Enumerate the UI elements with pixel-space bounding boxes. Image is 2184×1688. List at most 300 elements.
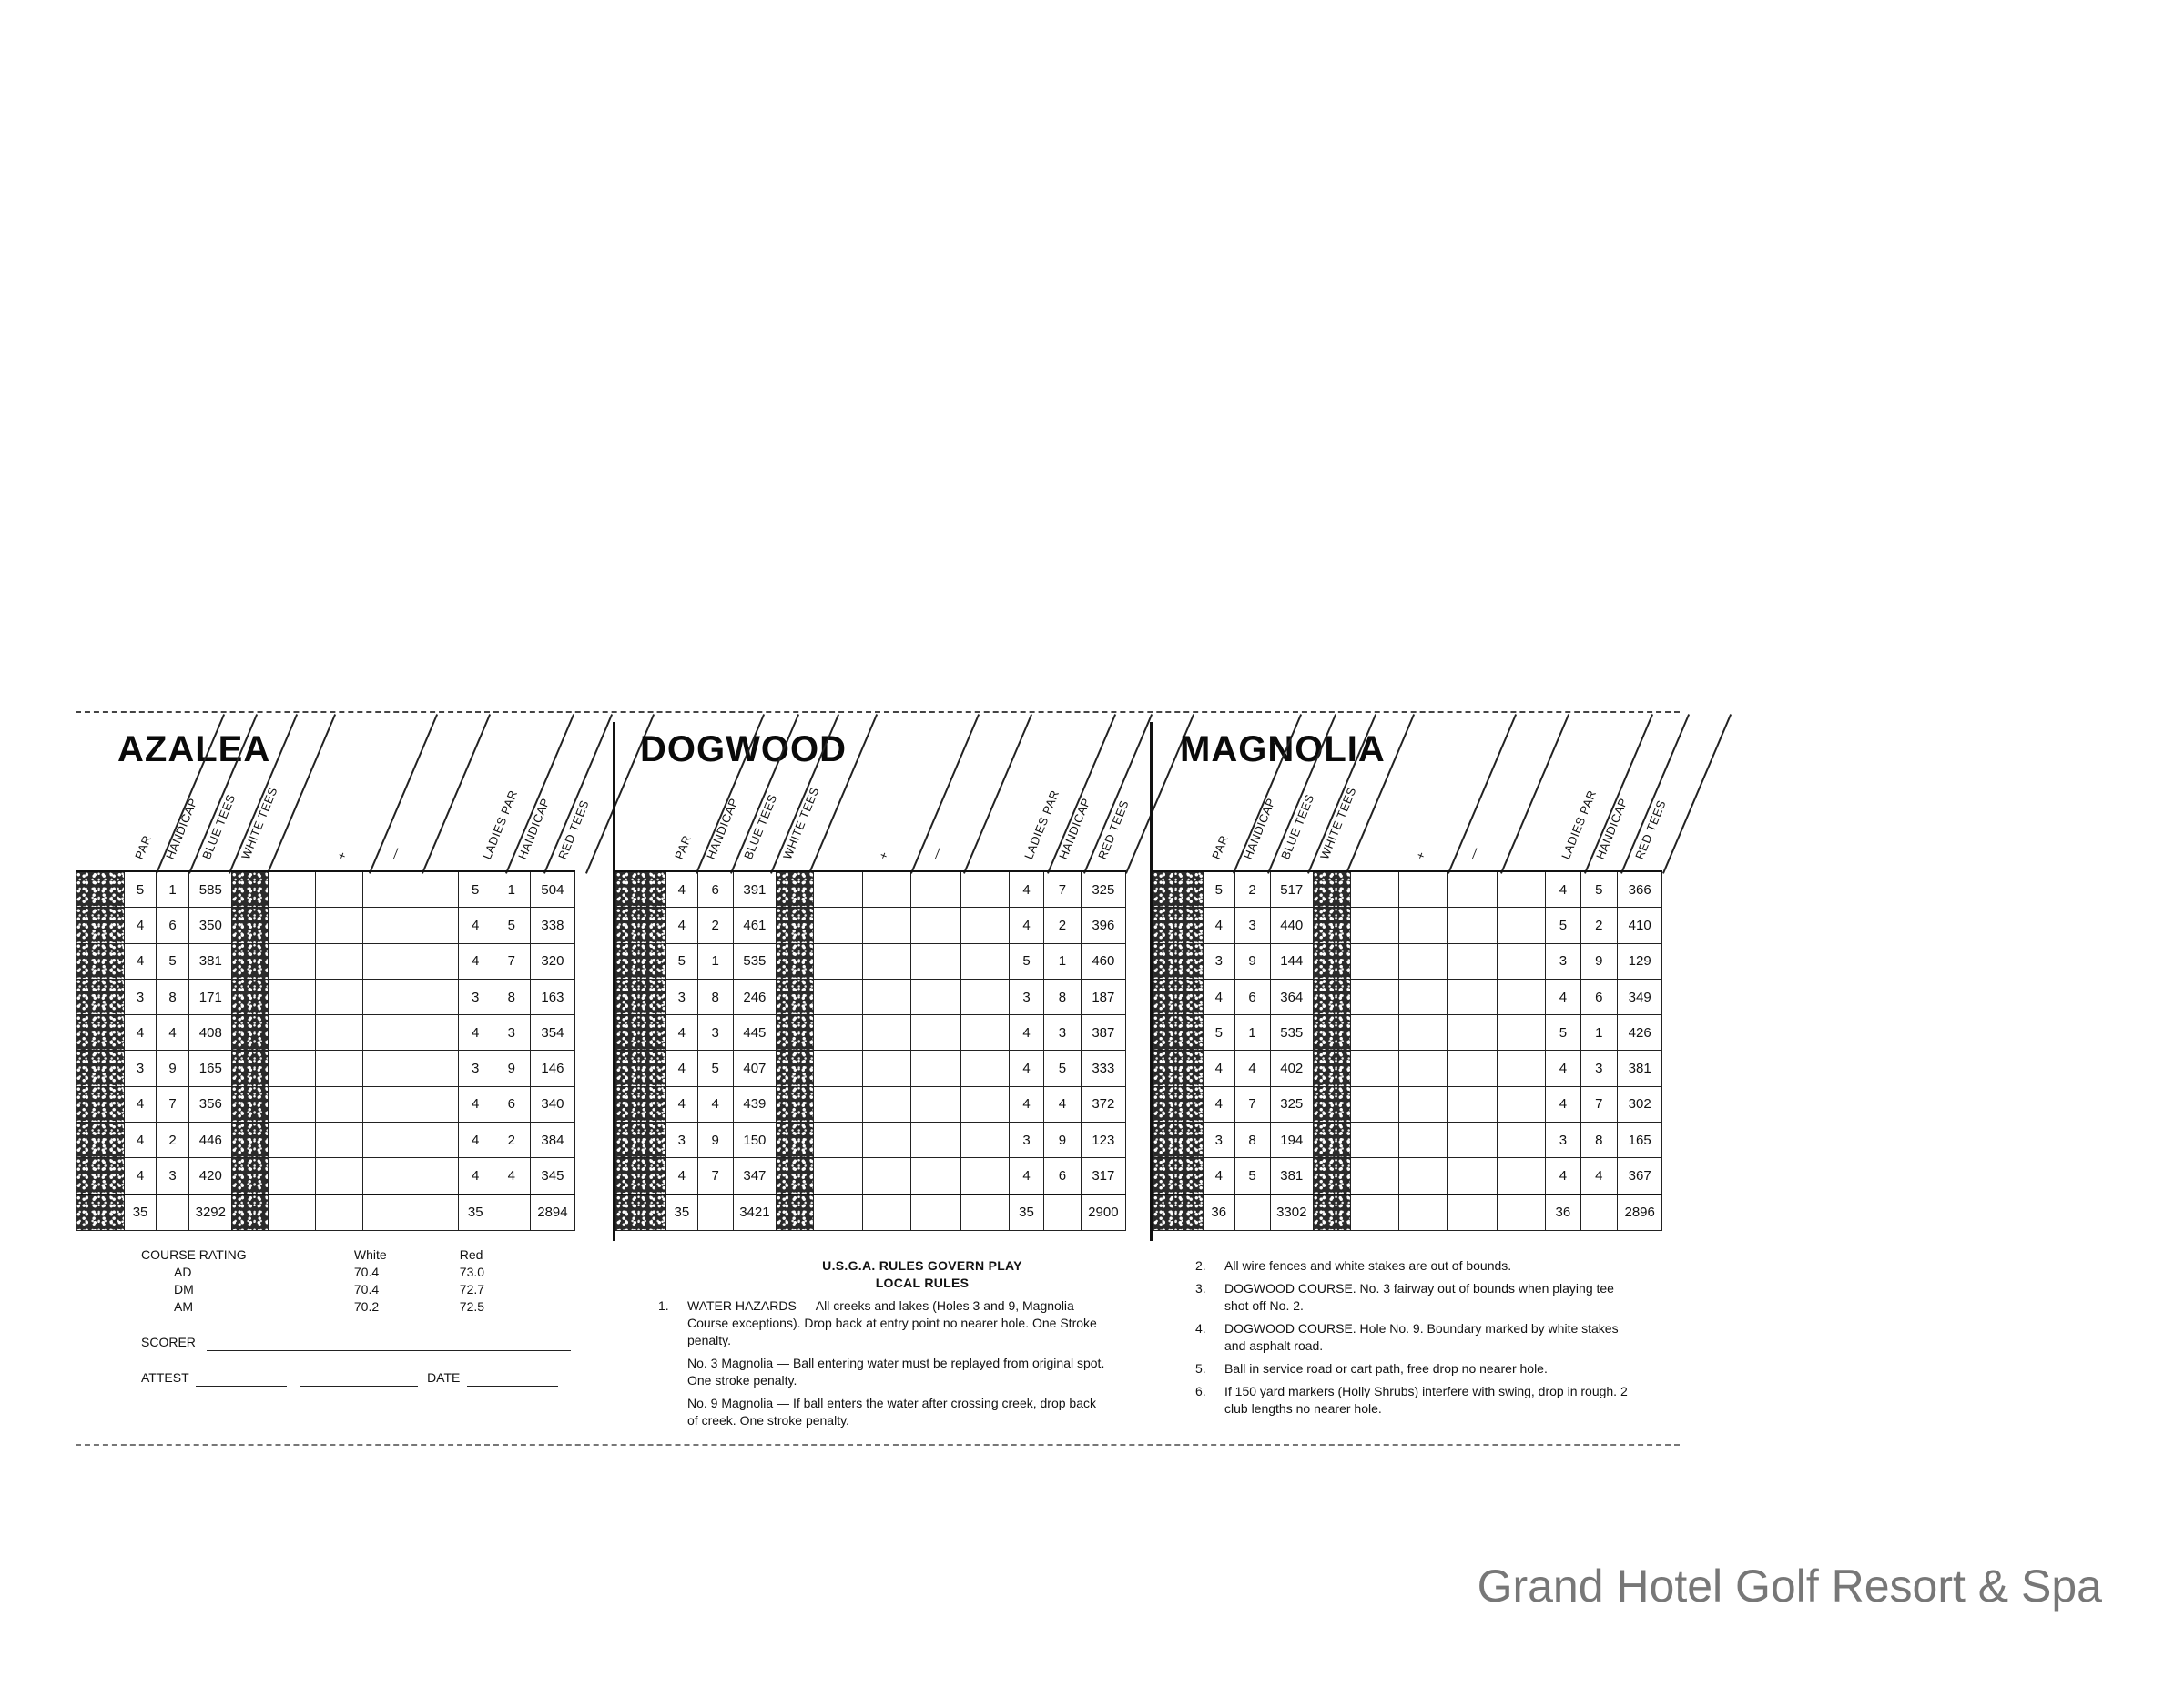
- player-score-cell[interactable]: [1448, 1015, 1498, 1051]
- player-score-cell[interactable]: [960, 1123, 1009, 1158]
- hole-number-cell: [76, 979, 125, 1014]
- player-score-cell[interactable]: [814, 1051, 862, 1086]
- player-score-cell[interactable]: [316, 1158, 363, 1195]
- column-header-label: WHITE TEES: [239, 785, 280, 861]
- player-score-cell[interactable]: [1448, 1051, 1498, 1086]
- grid-margin: [1662, 1158, 1680, 1195]
- player-score-cell[interactable]: [1399, 1123, 1448, 1158]
- player-score-cell[interactable]: [1399, 1051, 1448, 1086]
- hole-number-cell: [616, 1123, 666, 1158]
- par-cell: 4: [1203, 1158, 1234, 1195]
- player-score-cell[interactable]: [362, 1158, 411, 1195]
- player-score-cell[interactable]: [269, 1086, 316, 1122]
- rule-item: [1195, 1383, 1651, 1418]
- player-score-cell[interactable]: [910, 943, 960, 979]
- ladies-handicap-cell: 5: [493, 908, 530, 943]
- grid-margin: [1662, 1086, 1680, 1122]
- grid-margin: [574, 908, 611, 943]
- par-cell: 35: [125, 1195, 156, 1231]
- player-score-cell[interactable]: [960, 1015, 1009, 1051]
- handicap-cell: 4: [1234, 1051, 1270, 1086]
- ladies-handicap-cell: 1: [1580, 1015, 1618, 1051]
- red-tees-cell: 338: [531, 908, 575, 943]
- player-score-cell[interactable]: [1498, 1195, 1546, 1231]
- hole-row: [1153, 1158, 1681, 1195]
- par-cell: 4: [125, 943, 156, 979]
- player-score-cell[interactable]: [960, 943, 1009, 979]
- ladies-par-cell: 3: [458, 1051, 493, 1086]
- player-score-cell[interactable]: [316, 979, 363, 1014]
- red-tees-cell: 163: [531, 979, 575, 1014]
- ladies-handicap-cell: 2: [1580, 908, 1618, 943]
- player-score-cell[interactable]: [362, 1051, 411, 1086]
- player-score-cell[interactable]: [814, 871, 862, 908]
- player-score-cell[interactable]: [362, 1123, 411, 1158]
- scorer-line[interactable]: [207, 1337, 571, 1351]
- hole-row: [76, 1051, 612, 1086]
- attest-line-2[interactable]: [300, 1372, 418, 1387]
- ladies-par-cell: 35: [458, 1195, 493, 1231]
- total-row: [76, 1195, 612, 1231]
- player-score-cell[interactable]: [316, 1051, 363, 1086]
- par-cell: 4: [1203, 1086, 1234, 1122]
- player-score-cell[interactable]: [411, 943, 459, 979]
- white-tees-cell: [232, 979, 269, 1014]
- player-score-cell[interactable]: [1399, 1015, 1448, 1051]
- grid-margin: [1125, 871, 1147, 908]
- ladies-par-cell: 3: [1546, 1123, 1580, 1158]
- player-score-cell[interactable]: [316, 1195, 363, 1231]
- player-score-cell[interactable]: [1351, 979, 1399, 1014]
- grid-margin: [574, 1051, 611, 1086]
- player-score-cell[interactable]: [814, 1195, 862, 1231]
- hole-row: [616, 1015, 1148, 1051]
- ladies-par-cell: 4: [458, 943, 493, 979]
- player-score-cell[interactable]: [1448, 943, 1498, 979]
- ladies-par-cell: 36: [1546, 1195, 1580, 1231]
- par-cell: 3: [665, 1123, 697, 1158]
- player-score-cell[interactable]: [910, 1051, 960, 1086]
- scorecard: [76, 711, 1680, 1453]
- column-headers: [615, 711, 1147, 870]
- card-bottom-border: [76, 1444, 1680, 1446]
- hole-row: [1153, 943, 1681, 979]
- column-header-label: +: [876, 849, 892, 861]
- player-score-cell[interactable]: [1351, 1123, 1399, 1158]
- player-score-cell[interactable]: [1399, 908, 1448, 943]
- ladies-handicap-cell: 8: [1044, 979, 1082, 1014]
- player-score-cell[interactable]: [862, 1195, 910, 1231]
- player-score-cell[interactable]: [1399, 1158, 1448, 1195]
- grid-margin: [1125, 1015, 1147, 1051]
- player-score-cell[interactable]: [316, 1015, 363, 1051]
- red-tees-cell: 396: [1081, 908, 1125, 943]
- player-score-cell[interactable]: [862, 871, 910, 908]
- blue-tees-cell: 585: [189, 871, 232, 908]
- rating-title: COURSE RATING: [141, 1247, 247, 1262]
- player-score-cell[interactable]: [269, 871, 316, 908]
- player-score-cell[interactable]: [862, 1086, 910, 1122]
- ladies-handicap-cell: 9: [1580, 943, 1618, 979]
- player-score-cell[interactable]: [814, 908, 862, 943]
- par-cell: 4: [125, 1015, 156, 1051]
- white-tees-cell: [232, 943, 269, 979]
- player-score-cell[interactable]: [411, 979, 459, 1014]
- score-cell: [1044, 1195, 1082, 1231]
- player-score-cell[interactable]: [814, 943, 862, 979]
- red-tees-cell: 187: [1081, 979, 1125, 1014]
- player-score-cell[interactable]: [316, 908, 363, 943]
- column-header-label: BLUE TEES: [199, 792, 239, 861]
- player-score-cell[interactable]: [1448, 908, 1498, 943]
- ladies-handicap-cell: 2: [1044, 908, 1082, 943]
- rule-item: [1195, 1320, 1651, 1355]
- player-score-cell[interactable]: [960, 908, 1009, 943]
- grid-margin: [1662, 1123, 1680, 1158]
- player-score-cell[interactable]: [269, 1123, 316, 1158]
- handicap-cell: 9: [156, 1051, 188, 1086]
- hole-row: [76, 908, 612, 943]
- ladies-handicap-cell: 9: [493, 1051, 530, 1086]
- ladies-par-cell: 4: [1009, 1086, 1043, 1122]
- player-score-cell[interactable]: [910, 908, 960, 943]
- handicap-cell: 3: [156, 1158, 188, 1195]
- player-score-cell[interactable]: [1399, 943, 1448, 979]
- header-divider: [422, 714, 491, 874]
- rating-red: 72.7: [459, 1282, 485, 1297]
- ladies-par-cell: 4: [458, 1015, 493, 1051]
- player-score-cell[interactable]: [814, 1086, 862, 1122]
- hole-number-cell: [76, 1086, 125, 1122]
- hole-number-cell: [76, 1015, 125, 1051]
- player-score-cell[interactable]: [411, 871, 459, 908]
- ladies-handicap-cell: 1: [1044, 943, 1082, 979]
- hole-number-cell: [1153, 1123, 1204, 1158]
- rule-number: 4.: [1195, 1321, 1206, 1336]
- par-cell: 4: [665, 1015, 697, 1051]
- player-score-cell[interactable]: [960, 979, 1009, 1014]
- par-cell: 4: [1203, 908, 1234, 943]
- grid-margin: [1125, 1051, 1147, 1086]
- player-score-cell[interactable]: [1498, 1158, 1546, 1195]
- player-score-cell[interactable]: [960, 1158, 1009, 1195]
- player-score-cell[interactable]: [1498, 1015, 1546, 1051]
- rating-white: 70.2: [353, 1299, 380, 1314]
- par-cell: 4: [1203, 1051, 1234, 1086]
- ladies-par-cell: 4: [458, 1086, 493, 1122]
- grid-margin: [1662, 1015, 1680, 1051]
- hole-number-cell: [1153, 1158, 1204, 1195]
- hole-row: [616, 1158, 1148, 1195]
- column-header-label: LADIES PAR: [1559, 788, 1600, 861]
- grid-margin: [574, 1195, 611, 1231]
- player-score-cell[interactable]: [960, 871, 1009, 908]
- white-tees-cell: [1314, 1086, 1351, 1122]
- player-score-cell[interactable]: [862, 1015, 910, 1051]
- hole-number-cell: [76, 871, 125, 908]
- course-name: DOGWOOD: [640, 729, 847, 769]
- player-score-cell[interactable]: [862, 1158, 910, 1195]
- blue-tees-cell: 408: [189, 1015, 232, 1051]
- ladies-par-cell: 4: [458, 1123, 493, 1158]
- player-score-cell[interactable]: [1448, 1195, 1498, 1231]
- ladies-handicap-cell: 7: [1580, 1086, 1618, 1122]
- player-score-cell[interactable]: [1351, 1015, 1399, 1051]
- par-cell: 4: [125, 1158, 156, 1195]
- player-score-cell[interactable]: [910, 1158, 960, 1195]
- hole-number-cell: [616, 979, 666, 1014]
- player-score-cell[interactable]: [910, 871, 960, 908]
- player-score-cell[interactable]: [411, 1051, 459, 1086]
- red-tees-cell: 384: [531, 1123, 575, 1158]
- player-score-cell[interactable]: [1399, 1195, 1448, 1231]
- rule-item: [1195, 1257, 1651, 1275]
- handicap-cell: 7: [697, 1158, 733, 1195]
- ladies-par-cell: 4: [458, 908, 493, 943]
- column-header-label: BLUE TEES: [741, 792, 780, 861]
- player-score-cell[interactable]: [814, 979, 862, 1014]
- column-header-label: PAR: [1209, 833, 1232, 861]
- grid-margin: [574, 1086, 611, 1122]
- player-score-cell[interactable]: [1351, 1195, 1399, 1231]
- blue-tees-cell: 440: [1270, 908, 1314, 943]
- hole-number-cell: [76, 1051, 125, 1086]
- blue-tees-cell: 3302: [1270, 1195, 1314, 1231]
- blue-tees-cell: 356: [189, 1086, 232, 1122]
- player-score-cell[interactable]: [1399, 871, 1448, 908]
- player-score-cell[interactable]: [910, 1195, 960, 1231]
- player-score-cell[interactable]: [862, 1051, 910, 1086]
- handicap-cell: 9: [697, 1123, 733, 1158]
- hole-number-cell: [1153, 1195, 1204, 1231]
- player-score-cell[interactable]: [269, 979, 316, 1014]
- player-score-cell[interactable]: [362, 1086, 411, 1122]
- rule-item: [658, 1395, 1186, 1429]
- player-score-cell[interactable]: [411, 908, 459, 943]
- player-score-cell[interactable]: [960, 1195, 1009, 1231]
- player-score-cell[interactable]: [862, 943, 910, 979]
- rule-text: If 150 yard markers (Holly Shrubs) interfere with swing, drop in rough. 2 club lengths no nearer hole.: [1224, 1384, 1628, 1416]
- handicap-cell: 5: [156, 943, 188, 979]
- player-score-cell[interactable]: [960, 1051, 1009, 1086]
- handicap-cell: 1: [1234, 1015, 1270, 1051]
- par-cell: 5: [125, 871, 156, 908]
- player-score-cell[interactable]: [1498, 871, 1546, 908]
- player-score-cell[interactable]: [814, 1015, 862, 1051]
- player-score-cell[interactable]: [269, 1015, 316, 1051]
- red-tees-cell: 367: [1618, 1158, 1662, 1195]
- blue-tees-cell: 461: [733, 908, 777, 943]
- player-score-cell[interactable]: [1351, 1051, 1399, 1086]
- player-score-cell[interactable]: [1498, 979, 1546, 1014]
- player-score-cell[interactable]: [362, 908, 411, 943]
- header-divider: [1500, 714, 1569, 874]
- player-score-cell[interactable]: [1448, 979, 1498, 1014]
- hole-row: [1153, 1086, 1681, 1122]
- player-score-cell[interactable]: [1351, 943, 1399, 979]
- rule-text: No. 9 Magnolia — If ball enters the water after crossing creek, drop back of creek. One stroke penalty.: [687, 1396, 1096, 1428]
- player-score-cell[interactable]: [411, 1195, 459, 1231]
- player-score-cell[interactable]: [1399, 1086, 1448, 1122]
- player-score-cell[interactable]: [960, 1086, 1009, 1122]
- local-rules-left: [658, 1257, 1186, 1429]
- par-cell: 4: [125, 1123, 156, 1158]
- hole-row: [76, 1015, 612, 1051]
- rule-text: All wire fences and white stakes are out of bounds.: [1224, 1258, 1512, 1273]
- white-tees-cell: [232, 1051, 269, 1086]
- par-cell: 36: [1203, 1195, 1234, 1231]
- player-score-cell[interactable]: [910, 979, 960, 1014]
- rule-number: 1.: [658, 1298, 669, 1313]
- score-cell: [156, 1195, 188, 1231]
- player-score-cell[interactable]: [362, 871, 411, 908]
- player-score-cell[interactable]: [269, 1051, 316, 1086]
- hole-number-cell: [1153, 979, 1204, 1014]
- par-cell: 3: [665, 979, 697, 1014]
- player-score-cell[interactable]: [910, 1086, 960, 1122]
- hole-number-cell: [616, 1015, 666, 1051]
- attest-line[interactable]: [196, 1372, 287, 1387]
- total-row: [616, 1195, 1148, 1231]
- player-score-cell[interactable]: [1498, 1051, 1546, 1086]
- player-score-cell[interactable]: [269, 1195, 316, 1231]
- player-score-cell[interactable]: [1498, 1086, 1546, 1122]
- white-tees-cell: [777, 1086, 814, 1122]
- player-score-cell[interactable]: [362, 979, 411, 1014]
- player-score-cell[interactable]: [411, 1086, 459, 1122]
- player-score-cell[interactable]: [862, 1123, 910, 1158]
- player-score-cell[interactable]: [1498, 908, 1546, 943]
- hole-row: [76, 943, 612, 979]
- ladies-handicap-cell: 4: [493, 1158, 530, 1195]
- handicap-cell: 4: [156, 1015, 188, 1051]
- attest-label: ATTEST: [141, 1370, 189, 1385]
- par-cell: 35: [665, 1195, 697, 1231]
- player-score-cell[interactable]: [362, 1015, 411, 1051]
- player-score-cell[interactable]: [411, 1158, 459, 1195]
- player-score-cell[interactable]: [814, 1158, 862, 1195]
- blue-tees-cell: 439: [733, 1086, 777, 1122]
- score-grid: [615, 870, 1147, 1231]
- date-line[interactable]: [467, 1372, 558, 1387]
- rating-label: DM: [174, 1282, 194, 1297]
- player-score-cell[interactable]: [1448, 1086, 1498, 1122]
- white-tees-cell: [1314, 871, 1351, 908]
- hole-row: [616, 979, 1148, 1014]
- ladies-par-cell: 4: [1546, 979, 1580, 1014]
- par-cell: 4: [665, 908, 697, 943]
- hole-row: [1153, 1123, 1681, 1158]
- rating-label: AD: [174, 1265, 192, 1279]
- player-score-cell[interactable]: [1498, 1123, 1546, 1158]
- column-header-label: WHITE TEES: [1317, 785, 1359, 861]
- player-score-cell[interactable]: [316, 871, 363, 908]
- player-score-cell[interactable]: [910, 1123, 960, 1158]
- par-cell: 5: [1203, 871, 1234, 908]
- handicap-cell: 5: [1234, 1158, 1270, 1195]
- player-score-cell[interactable]: [1351, 1158, 1399, 1195]
- player-score-cell[interactable]: [411, 1015, 459, 1051]
- red-tees-cell: 165: [1618, 1123, 1662, 1158]
- red-tees-cell: 2894: [531, 1195, 575, 1231]
- column-header-label: PAR: [132, 833, 155, 861]
- hole-number-cell: [616, 1195, 666, 1231]
- red-tees-cell: 410: [1618, 908, 1662, 943]
- player-score-cell[interactable]: [1448, 871, 1498, 908]
- blue-tees-cell: 165: [189, 1051, 232, 1086]
- player-score-cell[interactable]: [316, 1123, 363, 1158]
- grid-margin: [1662, 908, 1680, 943]
- player-score-cell[interactable]: [362, 1195, 411, 1231]
- column-header-label: HANDICAP: [1593, 796, 1630, 861]
- player-score-cell[interactable]: [316, 943, 363, 979]
- player-score-cell[interactable]: [1399, 979, 1448, 1014]
- blue-tees-cell: 347: [733, 1158, 777, 1195]
- ladies-handicap-cell: 6: [1580, 979, 1618, 1014]
- player-score-cell[interactable]: [814, 1123, 862, 1158]
- hole-row: [1153, 871, 1681, 908]
- ladies-par-cell: 4: [458, 1158, 493, 1195]
- red-tees-cell: 426: [1618, 1015, 1662, 1051]
- player-score-cell[interactable]: [1351, 908, 1399, 943]
- grid-margin: [1662, 871, 1680, 908]
- ladies-par-cell: 3: [1546, 943, 1580, 979]
- player-score-cell[interactable]: [1448, 1158, 1498, 1195]
- ladies-par-cell: 5: [1009, 943, 1043, 979]
- white-tees-cell: [232, 1123, 269, 1158]
- red-tees-cell: 2900: [1081, 1195, 1125, 1231]
- grid-margin: [1125, 1158, 1147, 1195]
- player-score-cell[interactable]: [862, 908, 910, 943]
- ladies-par-cell: 35: [1009, 1195, 1043, 1231]
- player-score-cell[interactable]: [1498, 943, 1546, 979]
- player-score-cell[interactable]: [1351, 1086, 1399, 1122]
- handicap-cell: 3: [697, 1015, 733, 1051]
- player-score-cell[interactable]: [862, 979, 910, 1014]
- red-tees-cell: 320: [531, 943, 575, 979]
- ladies-par-cell: 5: [458, 871, 493, 908]
- white-tees-cell: [1314, 1158, 1351, 1195]
- course-azalea: [76, 711, 611, 1243]
- rule-item: [658, 1297, 1186, 1349]
- player-score-cell[interactable]: [1351, 871, 1399, 908]
- handicap-cell: 8: [1234, 1123, 1270, 1158]
- hole-number-cell: [1153, 1086, 1204, 1122]
- red-tees-cell: 381: [1618, 1051, 1662, 1086]
- handicap-cell: 6: [156, 908, 188, 943]
- blue-tees-cell: 144: [1270, 943, 1314, 979]
- player-score-cell[interactable]: [269, 908, 316, 943]
- par-cell: 5: [665, 943, 697, 979]
- white-tees-cell: [1314, 908, 1351, 943]
- hole-number-cell: [616, 1051, 666, 1086]
- player-score-cell[interactable]: [269, 1158, 316, 1195]
- blue-tees-cell: 535: [733, 943, 777, 979]
- player-score-cell[interactable]: [269, 943, 316, 979]
- hole-row: [1153, 908, 1681, 943]
- grid-margin: [574, 1158, 611, 1195]
- player-score-cell[interactable]: [411, 1123, 459, 1158]
- ladies-par-cell: 3: [1009, 979, 1043, 1014]
- player-score-cell[interactable]: [1448, 1123, 1498, 1158]
- player-score-cell[interactable]: [910, 1015, 960, 1051]
- rating-red: 72.5: [459, 1299, 485, 1314]
- header-divider: [543, 714, 613, 874]
- grid-margin: [1662, 943, 1680, 979]
- player-score-cell[interactable]: [316, 1086, 363, 1122]
- player-score-cell[interactable]: [362, 943, 411, 979]
- rule-number: [658, 1355, 687, 1389]
